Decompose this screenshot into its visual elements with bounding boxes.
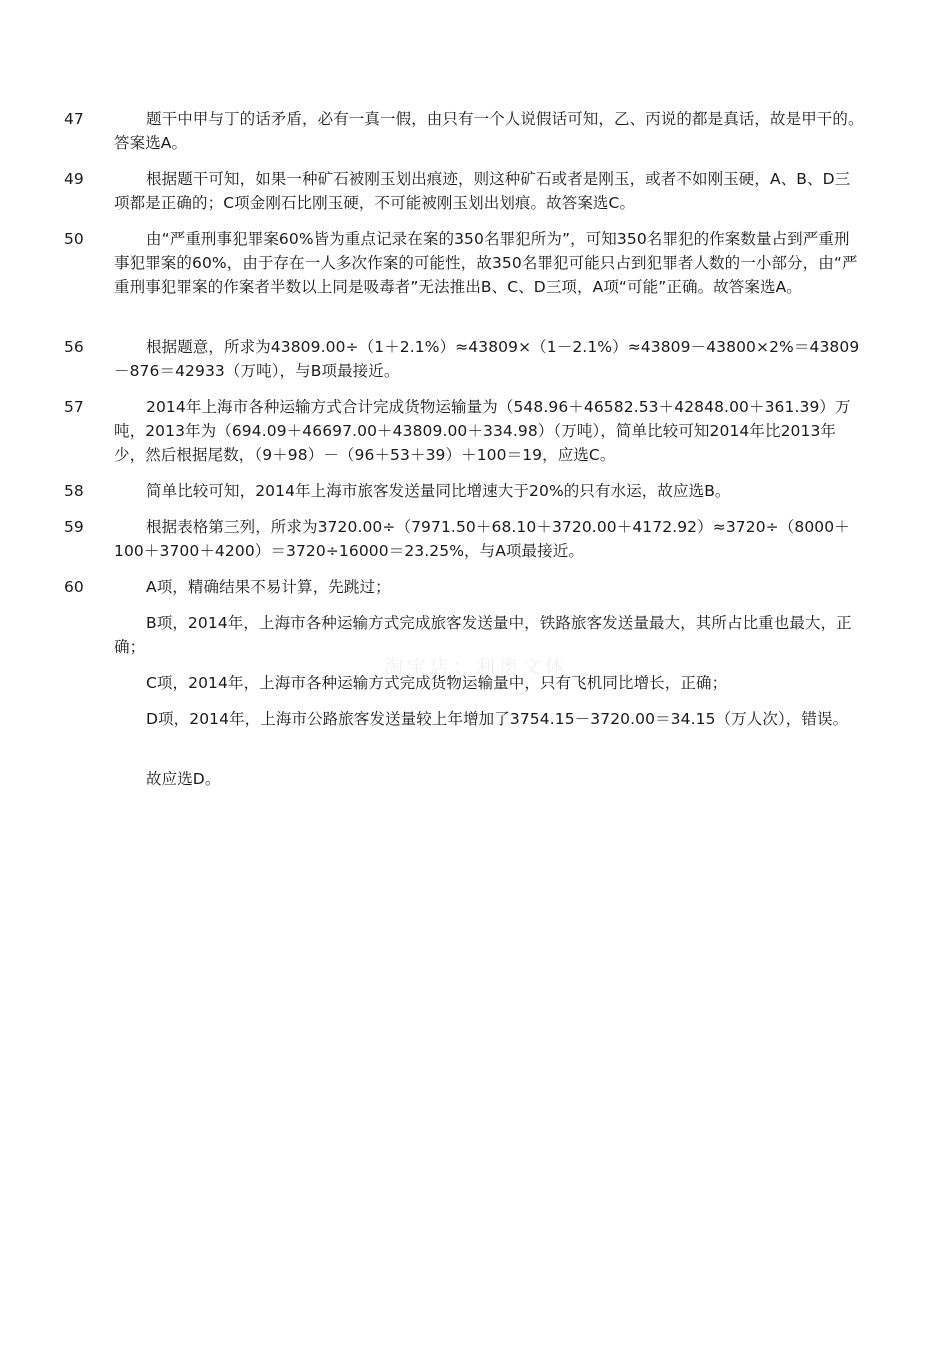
question-number: 57 xyxy=(64,398,84,416)
question-number: 49 xyxy=(64,170,84,188)
question-number: 59 xyxy=(64,518,84,536)
answer-explanation: A项，精确结果不易计算，先跳过； xyxy=(146,578,391,596)
answer-entry-50 xyxy=(64,227,864,299)
answer-explanation: 2014年上海市各种运输方式合计完成货物运输量为（548.96＋46582.53＋42848.00＋361.39）万吨，2013年为（694.09＋46697.00＋43809.00＋334.98）（万吨），简单比较可知2014年比2013年少，然后根据尾数，（9＋98）－（96＋53＋39）＋100＝19，应选C。 xyxy=(114,398,851,464)
question-number: 58 xyxy=(64,482,84,500)
question-number: 50 xyxy=(64,230,84,248)
answer-entry-59 xyxy=(64,515,864,563)
answer-60-option-d: D项，2014年，上海市公路旅客发送量较上年增加了3754.15－3720.00＝34.15（万人次），错误。 xyxy=(146,710,849,728)
answer-explanation: 根据题意，所求为43809.00÷（1＋2.1%）≈43809×（1－2.1%）≈43809－43800×2%＝43809－876＝42933（万吨），与B项最接近。 xyxy=(114,338,860,380)
answer-entry-60 xyxy=(64,575,864,599)
watermark: 淘宝店：利奥文体 xyxy=(384,656,569,678)
answer-entry-57 xyxy=(64,395,864,467)
answer-entry-49 xyxy=(64,167,864,215)
question-number: 56 xyxy=(64,338,84,356)
answer-explanation: 根据表格第三列，所求为3720.00÷（7971.50＋68.10＋3720.00＋4172.92）≈3720÷（8000＋100＋3700＋4200）＝3720÷16000＝23.25%，与A项最接近。 xyxy=(114,518,850,560)
answer-60-conclusion: 故应选D。 xyxy=(146,770,221,788)
answer-60-option-c: C项，2014年，上海市各种运输方式完成货物运输量中，只有飞机同比增长，正确； xyxy=(146,674,728,692)
answer-explanation: 简单比较可知，2014年上海市旅客发送量同比增速大于20%的只有水运，故应选B。 xyxy=(146,482,731,500)
answer-entry-47 xyxy=(64,107,864,155)
answer-explanation: 根据题干可知，如果一种矿石被刚玉划出痕迹，则这种矿石或者是刚玉，或者不如刚玉硬，A、B、D三项都是正确的；C项金刚石比刚玉硬，不可能被刚玉划出划痕。故答案选C。 xyxy=(114,170,851,212)
answer-entry-56 xyxy=(64,335,864,383)
question-number: 47 xyxy=(64,110,84,128)
answer-entry-58 xyxy=(64,479,864,503)
question-number: 60 xyxy=(64,578,84,596)
answer-60-option-b: B项，2014年，上海市各种运输方式完成旅客发送量中，铁路旅客发送量最大，其所占比重也最大，正确； xyxy=(114,614,852,656)
answer-explanation: 题干中甲与丁的话矛盾，必有一真一假，由只有一个人说假话可知，乙、丙说的都是真话，故是甲干的。答案选A。 xyxy=(114,110,864,152)
answer-explanation: 由“严重刑事犯罪案60%皆为重点记录在案的350名罪犯所为”，可知350名罪犯的作案数量占到严重刑事犯罪案的60%，由于存在一人多次作案的可能性，故350名罪犯可能只占到犯罪者人数的一小部分，由“严重刑事犯罪案的作案者半数以上同是吸毒者”无法推出B、C、D三项，A项“可能”正确。故答案选A。 xyxy=(114,230,858,296)
